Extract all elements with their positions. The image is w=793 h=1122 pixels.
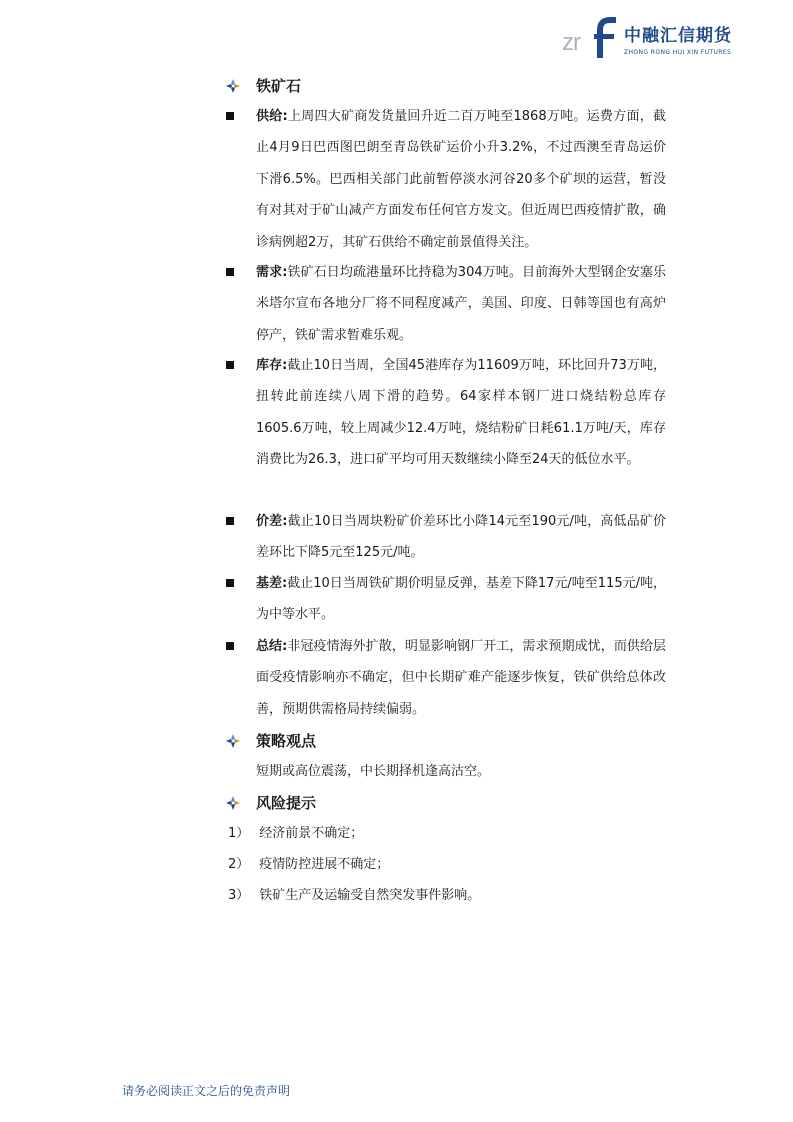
diamond-bullet-icon: [226, 79, 240, 93]
list-item-inventory: [226, 350, 666, 476]
company-logo: [562, 16, 762, 62]
square-bullet-icon: [226, 579, 234, 587]
item-label: 供给:: [256, 109, 288, 124]
square-bullet-icon: [226, 361, 234, 369]
risk-item-number: 1）: [228, 826, 250, 841]
diamond-bullet-icon: [226, 734, 240, 748]
zrf-logo-icon: [562, 16, 620, 60]
strategy-text: 短期或高位震荡，中长期择机逢高沽空。: [256, 764, 491, 779]
risk-item-number: 3）: [228, 888, 250, 903]
section-title: 铁矿石: [256, 77, 302, 95]
square-bullet-icon: [226, 112, 234, 120]
list-item-summary: [226, 631, 666, 725]
risk-item: [228, 853, 389, 877]
item-label: 价差:: [256, 514, 288, 529]
item-text: 截止10日当周块粉矿价差环比小降14元至190元/吨，高低品矿价差环比下降5元至125元/吨。: [256, 514, 666, 561]
item-label: 库存:: [256, 358, 288, 373]
diamond-bullet-icon: [226, 796, 240, 810]
risk-item: [228, 884, 480, 908]
item-label: 基差:: [256, 576, 288, 591]
item-text: 截止10日当周铁矿期价明显反弹，基差下降17元/吨至115元/吨，为中等水平。: [256, 576, 666, 623]
square-bullet-icon: [226, 268, 234, 276]
logo-chinese-name: 中融汇信期货: [624, 26, 732, 46]
disclaimer-footer: 请务必阅读正文之后的免责声明: [122, 1084, 291, 1098]
item-label: 需求:: [256, 265, 288, 280]
item-text: 非冠疫情海外扩散，明显影响钢厂开工，需求预期成忧，而供给层面受疫情影响亦不确定，但中长期矿难产能逐步恢复，铁矿供给总体改善，预期供需格局持续偏弱。: [256, 639, 666, 717]
section-title: 风险提示: [256, 794, 317, 812]
list-item-spread: [226, 506, 666, 569]
square-bullet-icon: [226, 517, 234, 525]
svg-text:zr: zr: [562, 29, 580, 56]
square-bullet-icon: [226, 642, 234, 650]
item-text: 铁矿石日均疏港量环比持稳为304万吨。目前海外大型钢企安塞乐米塔尔宣布各地分厂将不同程度减产，美国、印度、日韩等国也有高炉停产，铁矿需求暂难乐观。: [256, 265, 666, 343]
section-title: 策略观点: [256, 732, 317, 750]
item-text: 截止10日当周，全国45港库存为11609万吨，环比回升73万吨，扭转此前连续八周下滑的趋势。64家样本钢厂进口烧结粉总库存1605.6万吨，较上周减少12.4万吨，烧结粉矿日耗61.1万吨/天，库存消费比为26.3，进口矿平均可用天数继续小降至24天的低位水平。: [256, 358, 667, 468]
risk-item: [228, 822, 363, 846]
risk-item-text: 疫情防控进展不确定；: [259, 857, 390, 872]
risk-item-number: 2）: [228, 857, 250, 872]
risk-item-text: 铁矿生产及运输受自然突发事件影响。: [259, 888, 481, 903]
list-item-demand: [226, 257, 666, 351]
risk-item-text: 经济前景不确定；: [259, 826, 364, 841]
list-item-basis: [226, 568, 666, 631]
list-item-supply: [226, 101, 666, 258]
item-label: 总结:: [256, 639, 288, 654]
logo-english-name: ZHONG RONG HUI XIN FUTURES: [624, 49, 732, 56]
item-text: 上周四大矿商发货量回升近二百万吨至1868万吨。运费方面，截止4月9日巴西图巴朗至青岛铁矿运价小升3.2%，不过西澳至青岛运价下滑6.5%。巴西相关部门此前暂停淡水河谷20多个矿坝的运营，暂没有对其对于矿山减产方面发布任何官方发文。但近周巴西疫情扩散，确诊病例超2万，其矿石供给不确定前景值得关注。: [256, 109, 666, 250]
